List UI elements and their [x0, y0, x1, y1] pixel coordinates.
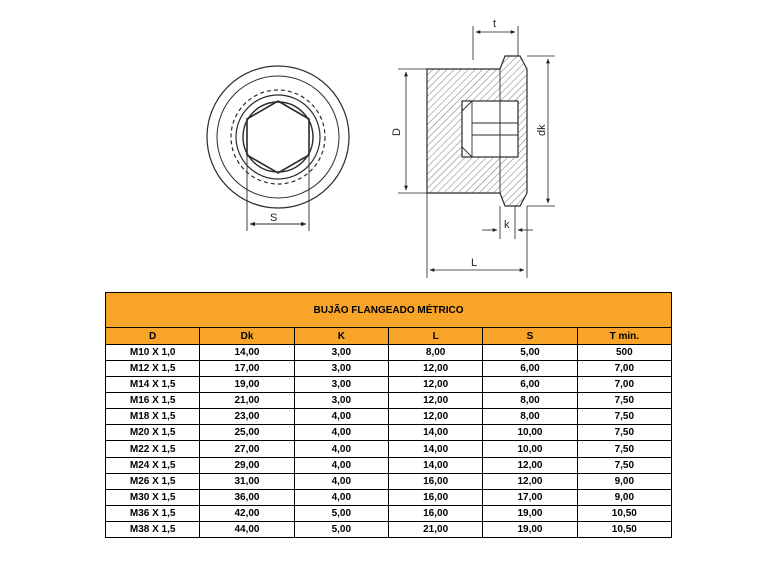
table-cell: 17,00 [200, 361, 294, 377]
table-cell: 12,00 [388, 361, 482, 377]
table-cell: 31,00 [200, 473, 294, 489]
table-cell: 42,00 [200, 505, 294, 521]
table-row [106, 457, 672, 473]
table-cell: M18 X 1,5 [106, 409, 200, 425]
table-cell: 5,00 [294, 521, 388, 537]
table-cell: 9,00 [577, 473, 671, 489]
table-cell: 7,50 [577, 441, 671, 457]
label-k: k [504, 219, 510, 231]
table-cell: 10,50 [577, 521, 671, 537]
col-header-l: L [388, 328, 482, 345]
table-cell: 25,00 [200, 425, 294, 441]
table-cell: 8,00 [483, 393, 577, 409]
table-cell: 14,00 [388, 425, 482, 441]
table-row [106, 489, 672, 505]
table-cell: 3,00 [294, 377, 388, 393]
table-cell: 19,00 [200, 377, 294, 393]
table-cell: 5,00 [483, 345, 577, 361]
table-cell: M10 X 1,0 [106, 345, 200, 361]
table-cell: 7,50 [577, 393, 671, 409]
table-cell: 5,00 [294, 505, 388, 521]
table-cell: 21,00 [200, 393, 294, 409]
table-cell: 3,00 [294, 361, 388, 377]
outer-flange-circle [207, 66, 349, 208]
table-cell: 8,00 [388, 345, 482, 361]
table-cell: 4,00 [294, 441, 388, 457]
table-cell: 4,00 [294, 473, 388, 489]
table-cell: 12,00 [483, 473, 577, 489]
table-title: BUJÃO FLANGEADO MÉTRICO [106, 293, 672, 328]
table-cell: 27,00 [200, 441, 294, 457]
header-row [106, 328, 672, 345]
label-t: t [493, 18, 497, 30]
table-cell: 4,00 [294, 425, 388, 441]
table-cell: 3,00 [294, 393, 388, 409]
table-cell: 8,00 [483, 409, 577, 425]
table-cell: 7,50 [577, 409, 671, 425]
label-dk: dk [536, 124, 548, 136]
table-cell: 14,00 [200, 345, 294, 361]
table-cell: M26 X 1,5 [106, 473, 200, 489]
label-s: S [270, 212, 278, 224]
table-cell: M36 X 1,5 [106, 505, 200, 521]
table-row [106, 377, 672, 393]
flange-step-circle [217, 76, 339, 198]
table-cell: 16,00 [388, 473, 482, 489]
table-cell: 19,00 [483, 505, 577, 521]
table-cell: 12,00 [388, 377, 482, 393]
table-row [106, 345, 672, 361]
table-cell: 7,50 [577, 457, 671, 473]
col-header-s: S [483, 328, 577, 345]
table-cell: 21,00 [388, 521, 482, 537]
table-cell: 7,50 [577, 425, 671, 441]
table-cell: 3,00 [294, 345, 388, 361]
table-cell: M16 X 1,5 [106, 393, 200, 409]
table-cell: 12,00 [388, 409, 482, 425]
table-cell: 9,00 [577, 489, 671, 505]
table-row [106, 473, 672, 489]
table-cell: M20 X 1,5 [106, 425, 200, 441]
table-cell: M14 X 1,5 [106, 377, 200, 393]
table-row [106, 393, 672, 409]
table-cell: 16,00 [388, 489, 482, 505]
table-cell: 4,00 [294, 457, 388, 473]
socket-cavity [462, 101, 518, 157]
label-d: D [391, 128, 403, 136]
table-cell: 14,00 [388, 457, 482, 473]
thread-dashed-circle [231, 90, 325, 184]
table-cell: M22 X 1,5 [106, 441, 200, 457]
side-view [427, 56, 527, 206]
table-cell: 23,00 [200, 409, 294, 425]
table-cell: 6,00 [483, 361, 577, 377]
table-cell: M30 X 1,5 [106, 489, 200, 505]
table-cell: 16,00 [388, 505, 482, 521]
table-cell: 14,00 [388, 441, 482, 457]
table-cell: 7,00 [577, 361, 671, 377]
technical-drawing [0, 0, 768, 285]
col-header-k: K [294, 328, 388, 345]
table-row [106, 361, 672, 377]
table-cell: 44,00 [200, 521, 294, 537]
table-cell: 7,00 [577, 377, 671, 393]
label-l: L [471, 257, 478, 269]
table-cell: 36,00 [200, 489, 294, 505]
table-body [106, 345, 672, 538]
col-header-dk: Dk [200, 328, 294, 345]
table-row [106, 521, 672, 537]
table-cell: M38 X 1,5 [106, 521, 200, 537]
table-cell: 500 [577, 345, 671, 361]
table-cell: M24 X 1,5 [106, 457, 200, 473]
table-cell: 6,00 [483, 377, 577, 393]
table-cell: 4,00 [294, 409, 388, 425]
hex-circle [243, 102, 313, 172]
spec-table [105, 292, 672, 538]
table-row [106, 425, 672, 441]
table-cell: 29,00 [200, 457, 294, 473]
thread-root-circle [236, 95, 320, 179]
table-cell: 12,00 [388, 393, 482, 409]
table-cell: M12 X 1,5 [106, 361, 200, 377]
col-header-d: D [106, 328, 200, 345]
table-row [106, 409, 672, 425]
table-cell: 17,00 [483, 489, 577, 505]
col-header-tmin: T min. [577, 328, 671, 345]
table-cell: 10,00 [483, 425, 577, 441]
table-cell: 19,00 [483, 521, 577, 537]
table-row [106, 505, 672, 521]
front-view [207, 66, 349, 231]
table-row [106, 441, 672, 457]
table-cell: 10,00 [483, 441, 577, 457]
hex-socket [247, 101, 309, 173]
table-cell: 12,00 [483, 457, 577, 473]
table-cell: 10,50 [577, 505, 671, 521]
table-cell: 4,00 [294, 489, 388, 505]
